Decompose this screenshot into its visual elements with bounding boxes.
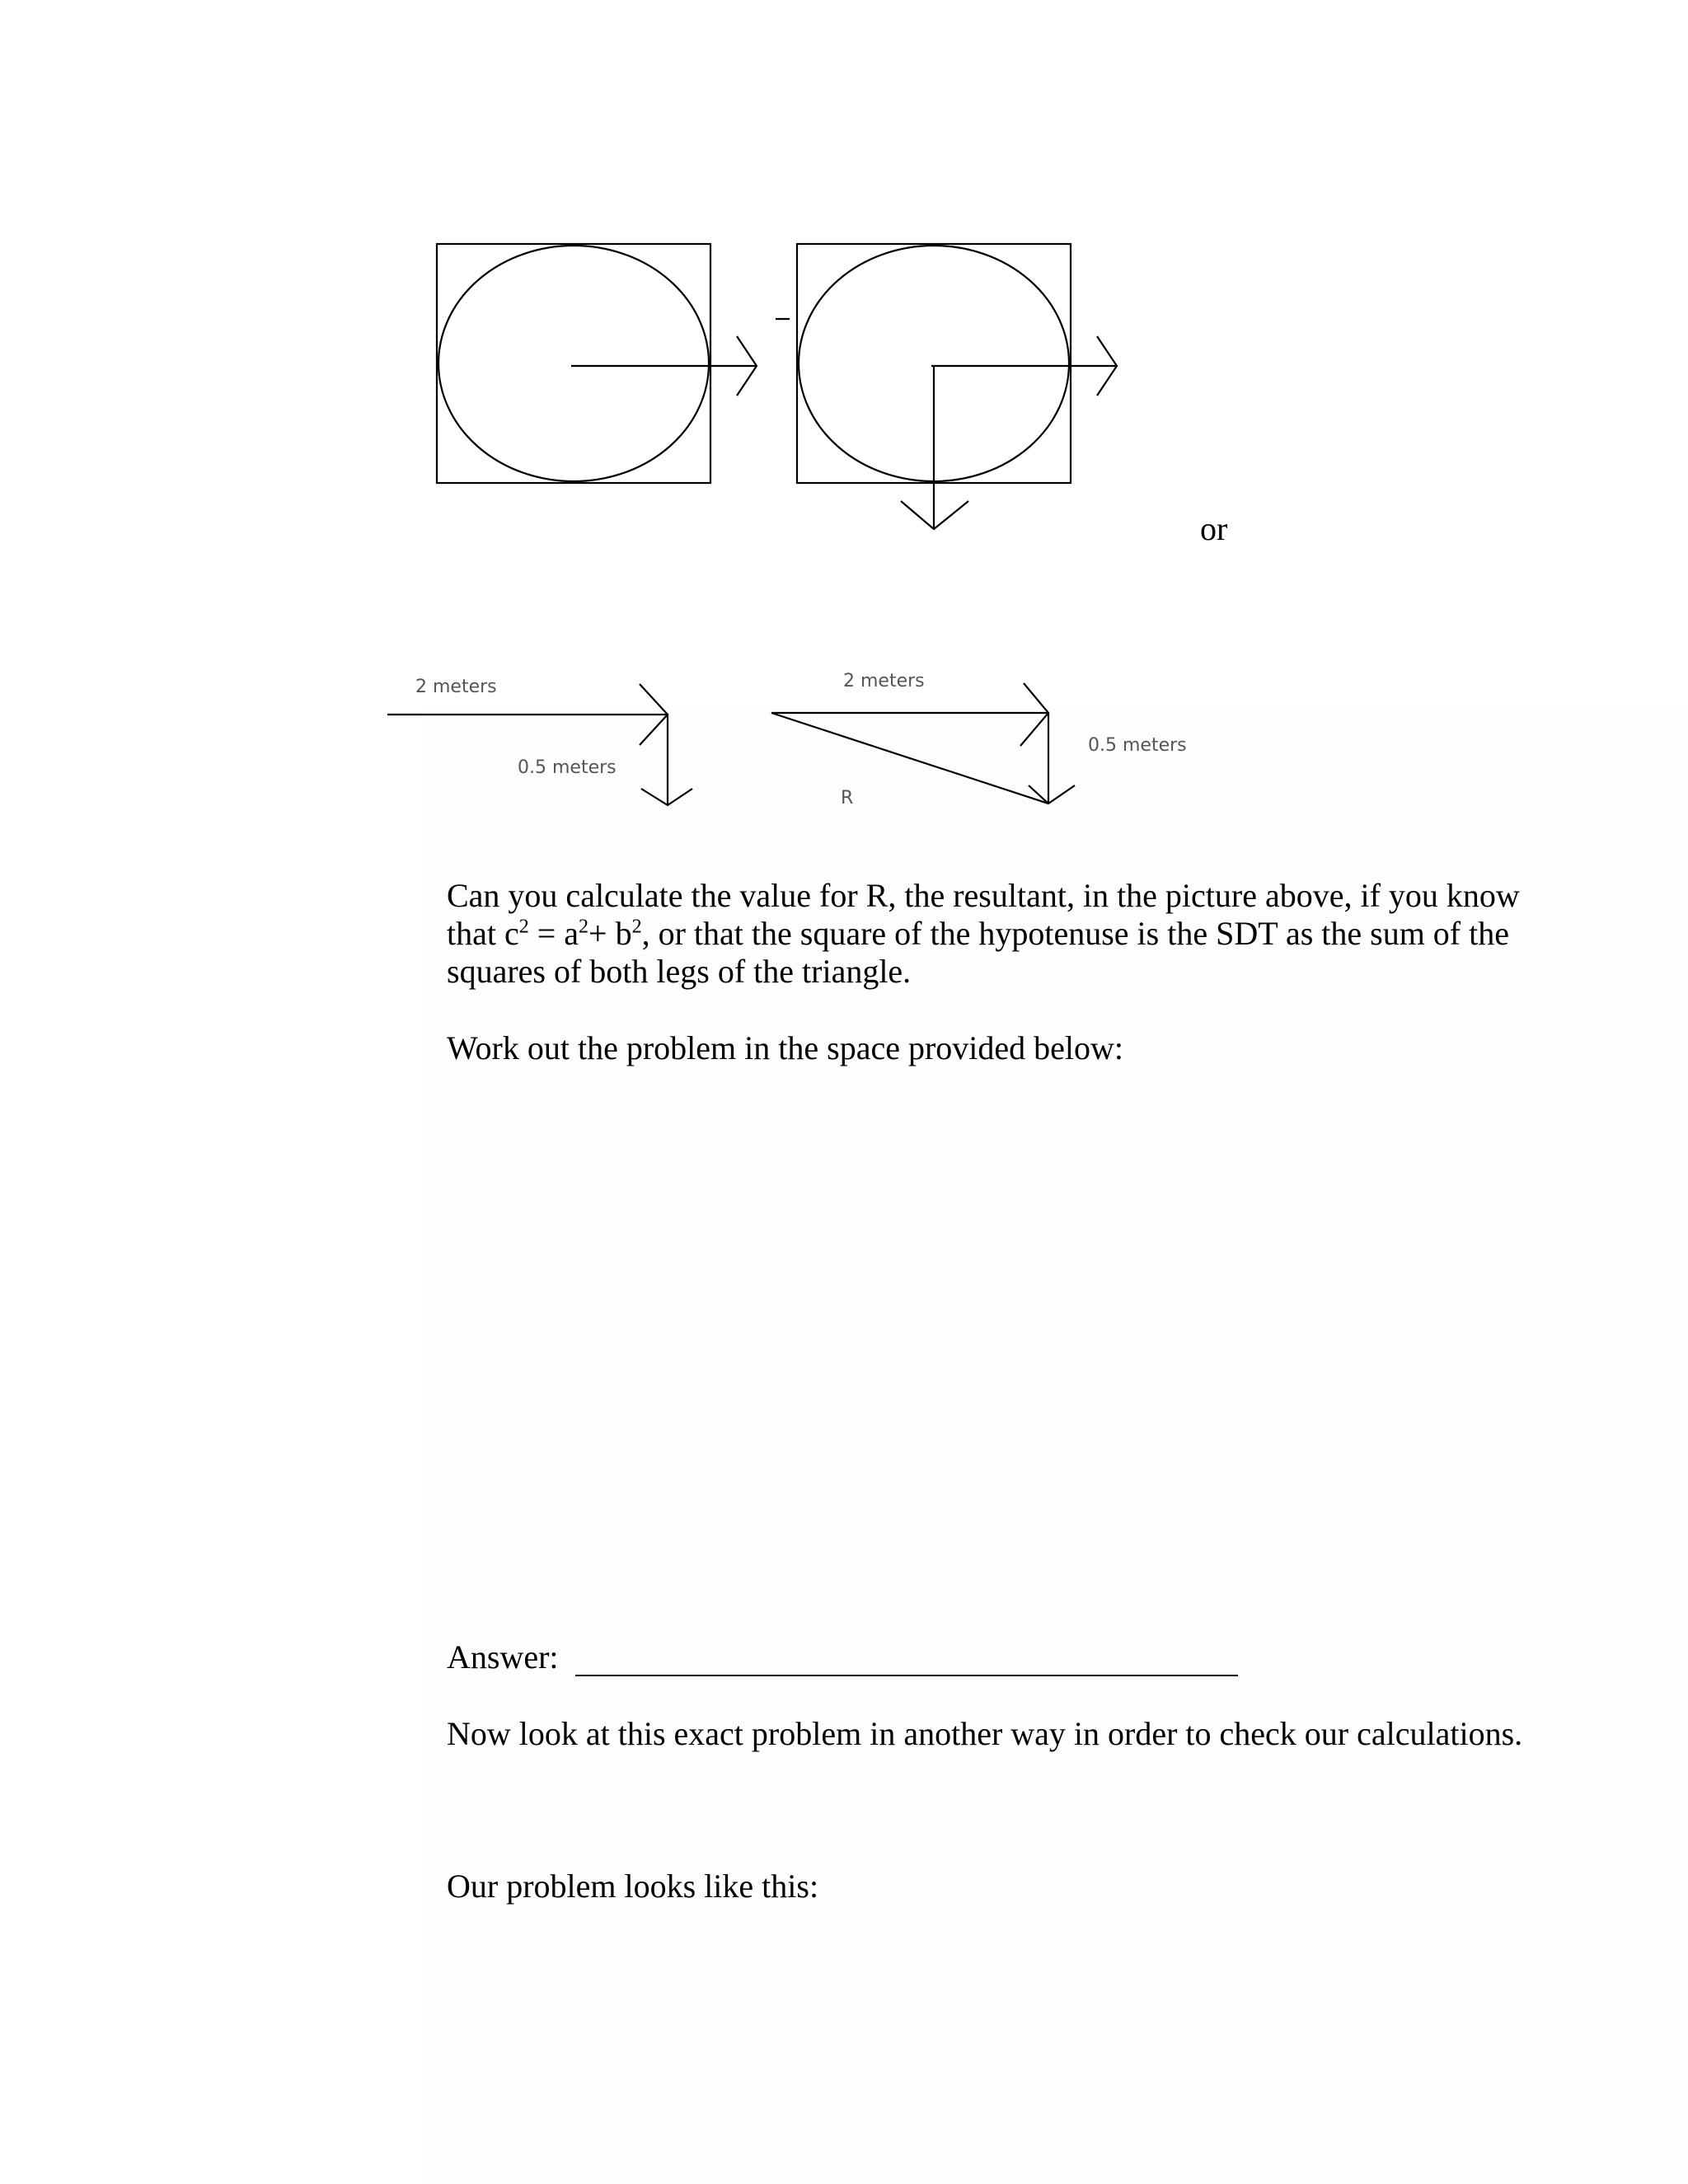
superscript-b: 2 [631,916,642,938]
or-label: or [1200,510,1228,547]
left-ellipse [438,246,709,481]
resultant-vector [771,713,1048,804]
answer-label: Answer: [447,1638,559,1675]
superscript-a: 2 [579,916,589,938]
label-05m-right: 0.5 meters [1088,735,1187,756]
question-paragraph [447,877,1535,991]
label-05m-left: 0.5 meters [518,757,617,778]
problem-intro: Our problem looks like this: [447,1868,819,1905]
check-paragraph: Now look at this exact problem in another way in order to check our calculations. [447,1715,1523,1752]
answer-row [447,1638,1238,1676]
work-instruction: Work out the problem in the space provided below: [447,1029,1124,1066]
question-text-1: Can you calculate the value for R, the resultant, in the picture above, if you know that c [447,877,1520,952]
vector-2m-right-head [1020,683,1048,746]
answer-blank-line[interactable] [575,1642,1238,1676]
vector-05m-right-head [1029,785,1075,804]
label-resultant: R [841,788,854,808]
question-text-4: , or that the square of the hypotenuse is the SDT as the sum of the squares of both legs of the triangle. [447,915,1509,990]
superscript-c: 2 [518,916,529,938]
question-text-2: = a [528,915,579,952]
vector-diagram [0,0,1688,841]
label-2m-right: 2 meters [843,671,925,691]
question-text-3: + b [588,915,632,952]
label-2m-left: 2 meters [415,677,497,697]
